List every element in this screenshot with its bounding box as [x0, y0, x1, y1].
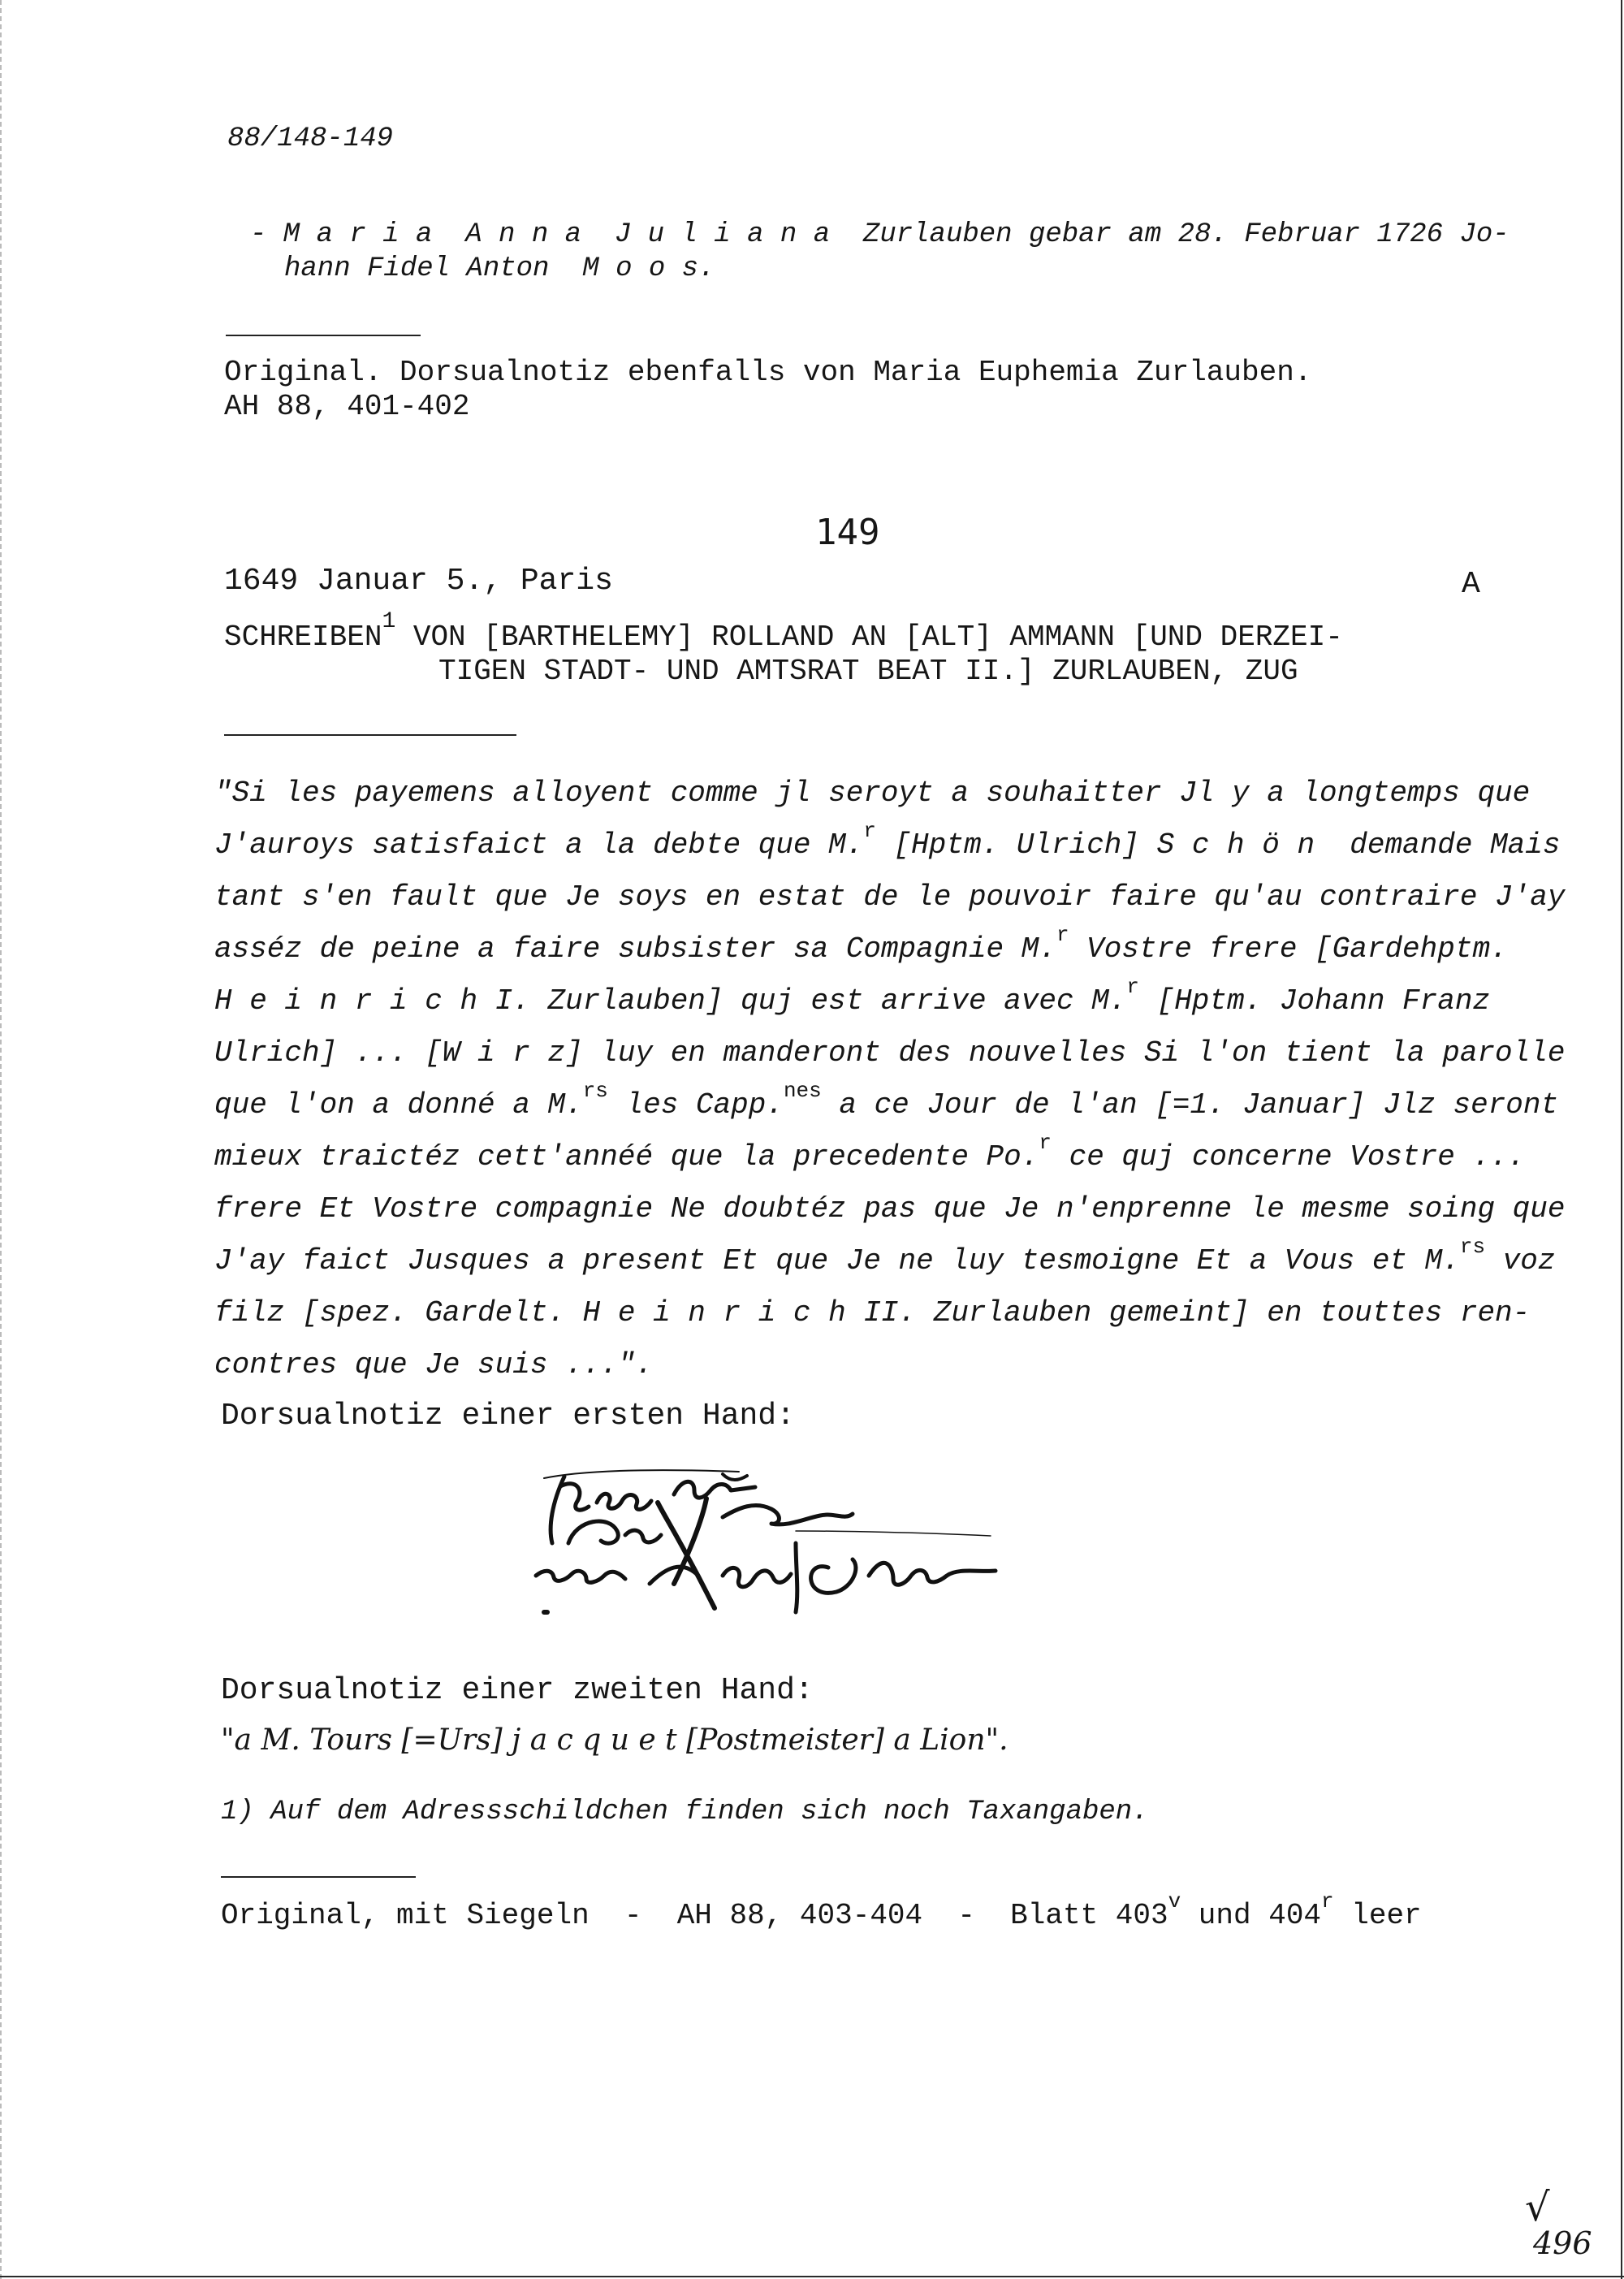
right-edge [1621, 0, 1622, 2279]
quote-text: a ce Jour de l'an [=1. Januar] Jlz seront [821, 1088, 1559, 1122]
quote-line: "Si les payemens alloyent comme jl seroyt a souhaitter Jl y a longtemps que [214, 776, 1531, 810]
quote-line: filz [spez. Gardelt. H e i n r i c h II. Zurlauben gemeint] en touttes ren- [214, 1296, 1531, 1330]
quote-line: Ulrich] ... [W i r z] luy en manderont des nouvelles Si l'on tient la parolle [214, 1036, 1566, 1070]
superscript: r [1126, 975, 1139, 999]
superscript: rs [582, 1079, 608, 1103]
quote-line [214, 975, 1491, 1018]
regest-heading-line2: TIGEN STADT- UND AMTSRAT BEAT II.] ZURLAUBEN, ZUG [438, 655, 1298, 688]
quote-text: les Capp. [607, 1088, 784, 1122]
source-note [221, 1889, 1422, 1932]
bottom-edge [0, 2276, 1624, 2277]
superscript: nes [783, 1079, 822, 1103]
quote-line [214, 1079, 1559, 1122]
dorsal-note-second-label: Dorsualnotiz einer zweiten Hand: [221, 1673, 814, 1708]
previous-entry-line1: - M a r i a A n n a J u l i a n a Zurlauben gebar am 28. Februar 1726 Jo- [250, 219, 1510, 250]
reference-number: 88/148-149 [227, 123, 394, 154]
quote-line [214, 1235, 1556, 1278]
dorsal-note-first-label: Dorsualnotiz einer ersten Hand: [221, 1399, 795, 1434]
date-place: 1649 Januar 5., Paris [224, 564, 613, 599]
footnote-marker: 1 [382, 609, 396, 634]
quote-line: contres que Je suis ...". [214, 1348, 654, 1382]
quote-text: asséz de peine a faire subsister sa Compagnie M. [214, 932, 1056, 966]
source-text: und 404 [1181, 1899, 1322, 1932]
check-mark: √ [1525, 2185, 1550, 2230]
quote-text: [Hptm. Ulrich] S c h ö n demande Mais [875, 828, 1561, 862]
quote-line: tant s'en fault que Je soys en estat de le pouvoir faire qu'au contraire J'ay [214, 880, 1566, 914]
quote-text: H e i n r i c h I. Zurlauben] quj est arrive avec M. [214, 984, 1127, 1018]
quote-line [214, 1131, 1526, 1174]
quote-text: [Hptm. Johann Franz [1139, 984, 1491, 1018]
superscript: r [863, 819, 876, 843]
quote-text: voz [1485, 1244, 1556, 1278]
letter-code: A [1462, 567, 1480, 602]
left-edge [0, 0, 2, 2279]
source-text: Original, mit Siegeln - AH 88, 403-404 - Blatt 403 [221, 1899, 1168, 1932]
previous-source-note: Original. Dorsualnotiz ebenfalls von Maria Euphemia Zurlauben. [224, 356, 1312, 389]
previous-archive-ref: AH 88, 401-402 [224, 390, 470, 423]
previous-entry-line2: hann Fidel Anton M o o s. [284, 253, 715, 284]
source-text: leer [1333, 1899, 1422, 1932]
quote-line: frere Et Vostre compagnie Ne doubtéz pas que Je n'enprenne le mesme soing que [214, 1192, 1566, 1226]
superscript: rs [1459, 1235, 1486, 1259]
superscript: r [1039, 1131, 1052, 1155]
superscript: r [1321, 1889, 1334, 1914]
quote-text: ce quj concerne Vostre ... [1051, 1140, 1526, 1174]
dorsal-note-second-text: "a M. Tours [=Urs] j a c q u e t [Postmeister] a Lion". [221, 1723, 1009, 1757]
quote-text: mieux traictéz cett'annéé que la precedente Po. [214, 1140, 1039, 1174]
quote-text: Vostre frere [Gardehptm. [1069, 932, 1508, 966]
superscript: v [1168, 1889, 1181, 1914]
separator-rule [224, 734, 516, 736]
page-number: 496 [1533, 2225, 1592, 2261]
separator-rule [226, 335, 421, 336]
handwritten-dorsal-note-image [520, 1454, 1137, 1641]
quote-text: que l'on a donné a M. [214, 1088, 583, 1122]
quote-text: J'auroys satisfaict a la debte que M. [214, 828, 864, 862]
quote-line [214, 819, 1561, 862]
superscript: r [1056, 923, 1069, 947]
document-number: 149 [815, 512, 880, 553]
footnote: 1) Auf dem Adressschildchen finden sich noch Taxangaben. [221, 1797, 1149, 1827]
heading-rest: VON [BARTHELEMY] ROLLAND AN [ALT] AMMANN [UND DERZEI- [395, 621, 1343, 654]
quote-text: J'ay faict Jusques a present Et que Je ne luy tesmoigne Et a Vous et M. [214, 1244, 1460, 1278]
heading-word: SCHREIBEN [224, 621, 382, 654]
regest-heading-line1 [224, 609, 1343, 654]
quote-line [214, 923, 1508, 966]
separator-rule [221, 1876, 416, 1878]
